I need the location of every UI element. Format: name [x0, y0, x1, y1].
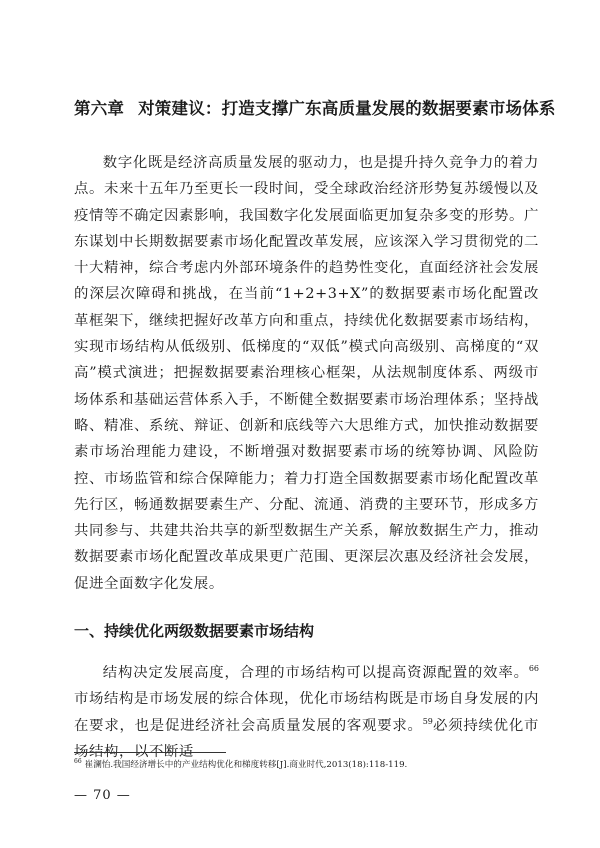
section-text-part-2: 市场结构是市场发展的综合体现，优化市场结构既是市场自身发展的内在要求，也是促进经济社会高质量发展的客观要求。: [74, 691, 539, 734]
footnote-ref-66[interactable]: 66: [528, 664, 539, 674]
section-text-part-1: 结构决定发展高度，合理的市场结构可以提高资源配置的效率。: [102, 665, 529, 681]
chapter-title-text: 对策建议：打造支撑广东高质量发展的数据要素市场体系: [138, 99, 556, 118]
intro-paragraph: 数字化既是经济高质量发展的驱动力，也是提升持久竞争力的着力点。未来十五年乃至更长一段时间，受全球政治经济形势复苏缓慢以及疫情等不确定因素影响，我国数字化发展面临更加复杂多变的形势。广东谋划中长期数据要素市场化配置改革发展，应该深入学习贯彻党的二十大精神，综合考虑内外部环境条件的趋势性变化，直面经济社会发展的深层次障碍和挑战，在当前“1+2+3+X”的数据要素市场化配置改革框架下，继续把握好改革方向和重点，持续优化数据要素市场结构，实现市场结构从低级别、低梯度的“双低”模式向高级别、高梯度的“双高”模式演进；把握数据要素治理核心框架，从法规制度体系、两级市场体系和基础运营体系入手，不断健全数据要素市场治理体系；坚持战略、精准、系统、辩证、创新和底线等六大思维方式，加快推动数据要素市场治理能力建设，不断增强对数据要素市场的统筹协调、风险防控、市场监管和综合保障能力；着力打造全国数据要素市场化配置改革先行区，畅通数据要素生产、分配、流通、消费的主要环节，形成多方共同参与、共建共治共享的新型数据生产关系，解放数据生产力，推动数据要素市场化配置改革成果更广范围、更深层次惠及经济社会发展，促进全面数字化发展。: [74, 155, 539, 592]
footnote-divider: [74, 752, 226, 753]
section-paragraph: [74, 660, 539, 765]
page-number: — 70 —: [74, 788, 131, 803]
chapter-title: [74, 98, 574, 120]
section-text-part-3: 必须持续优化市场结构，以不断适: [74, 717, 539, 760]
section-heading: 一、持续优化两级数据要素市场结构: [74, 622, 315, 640]
footnote-ref-59[interactable]: 59: [422, 716, 433, 726]
footnote: [74, 759, 407, 771]
footnote-marker: 66: [74, 758, 82, 766]
chapter-number: 第六章: [74, 99, 125, 118]
footnote-text: 崔澜怡.我国经济增长中的产业结构优化和梯度转移[J].商业时代,2013(18):118-119.: [84, 760, 408, 770]
